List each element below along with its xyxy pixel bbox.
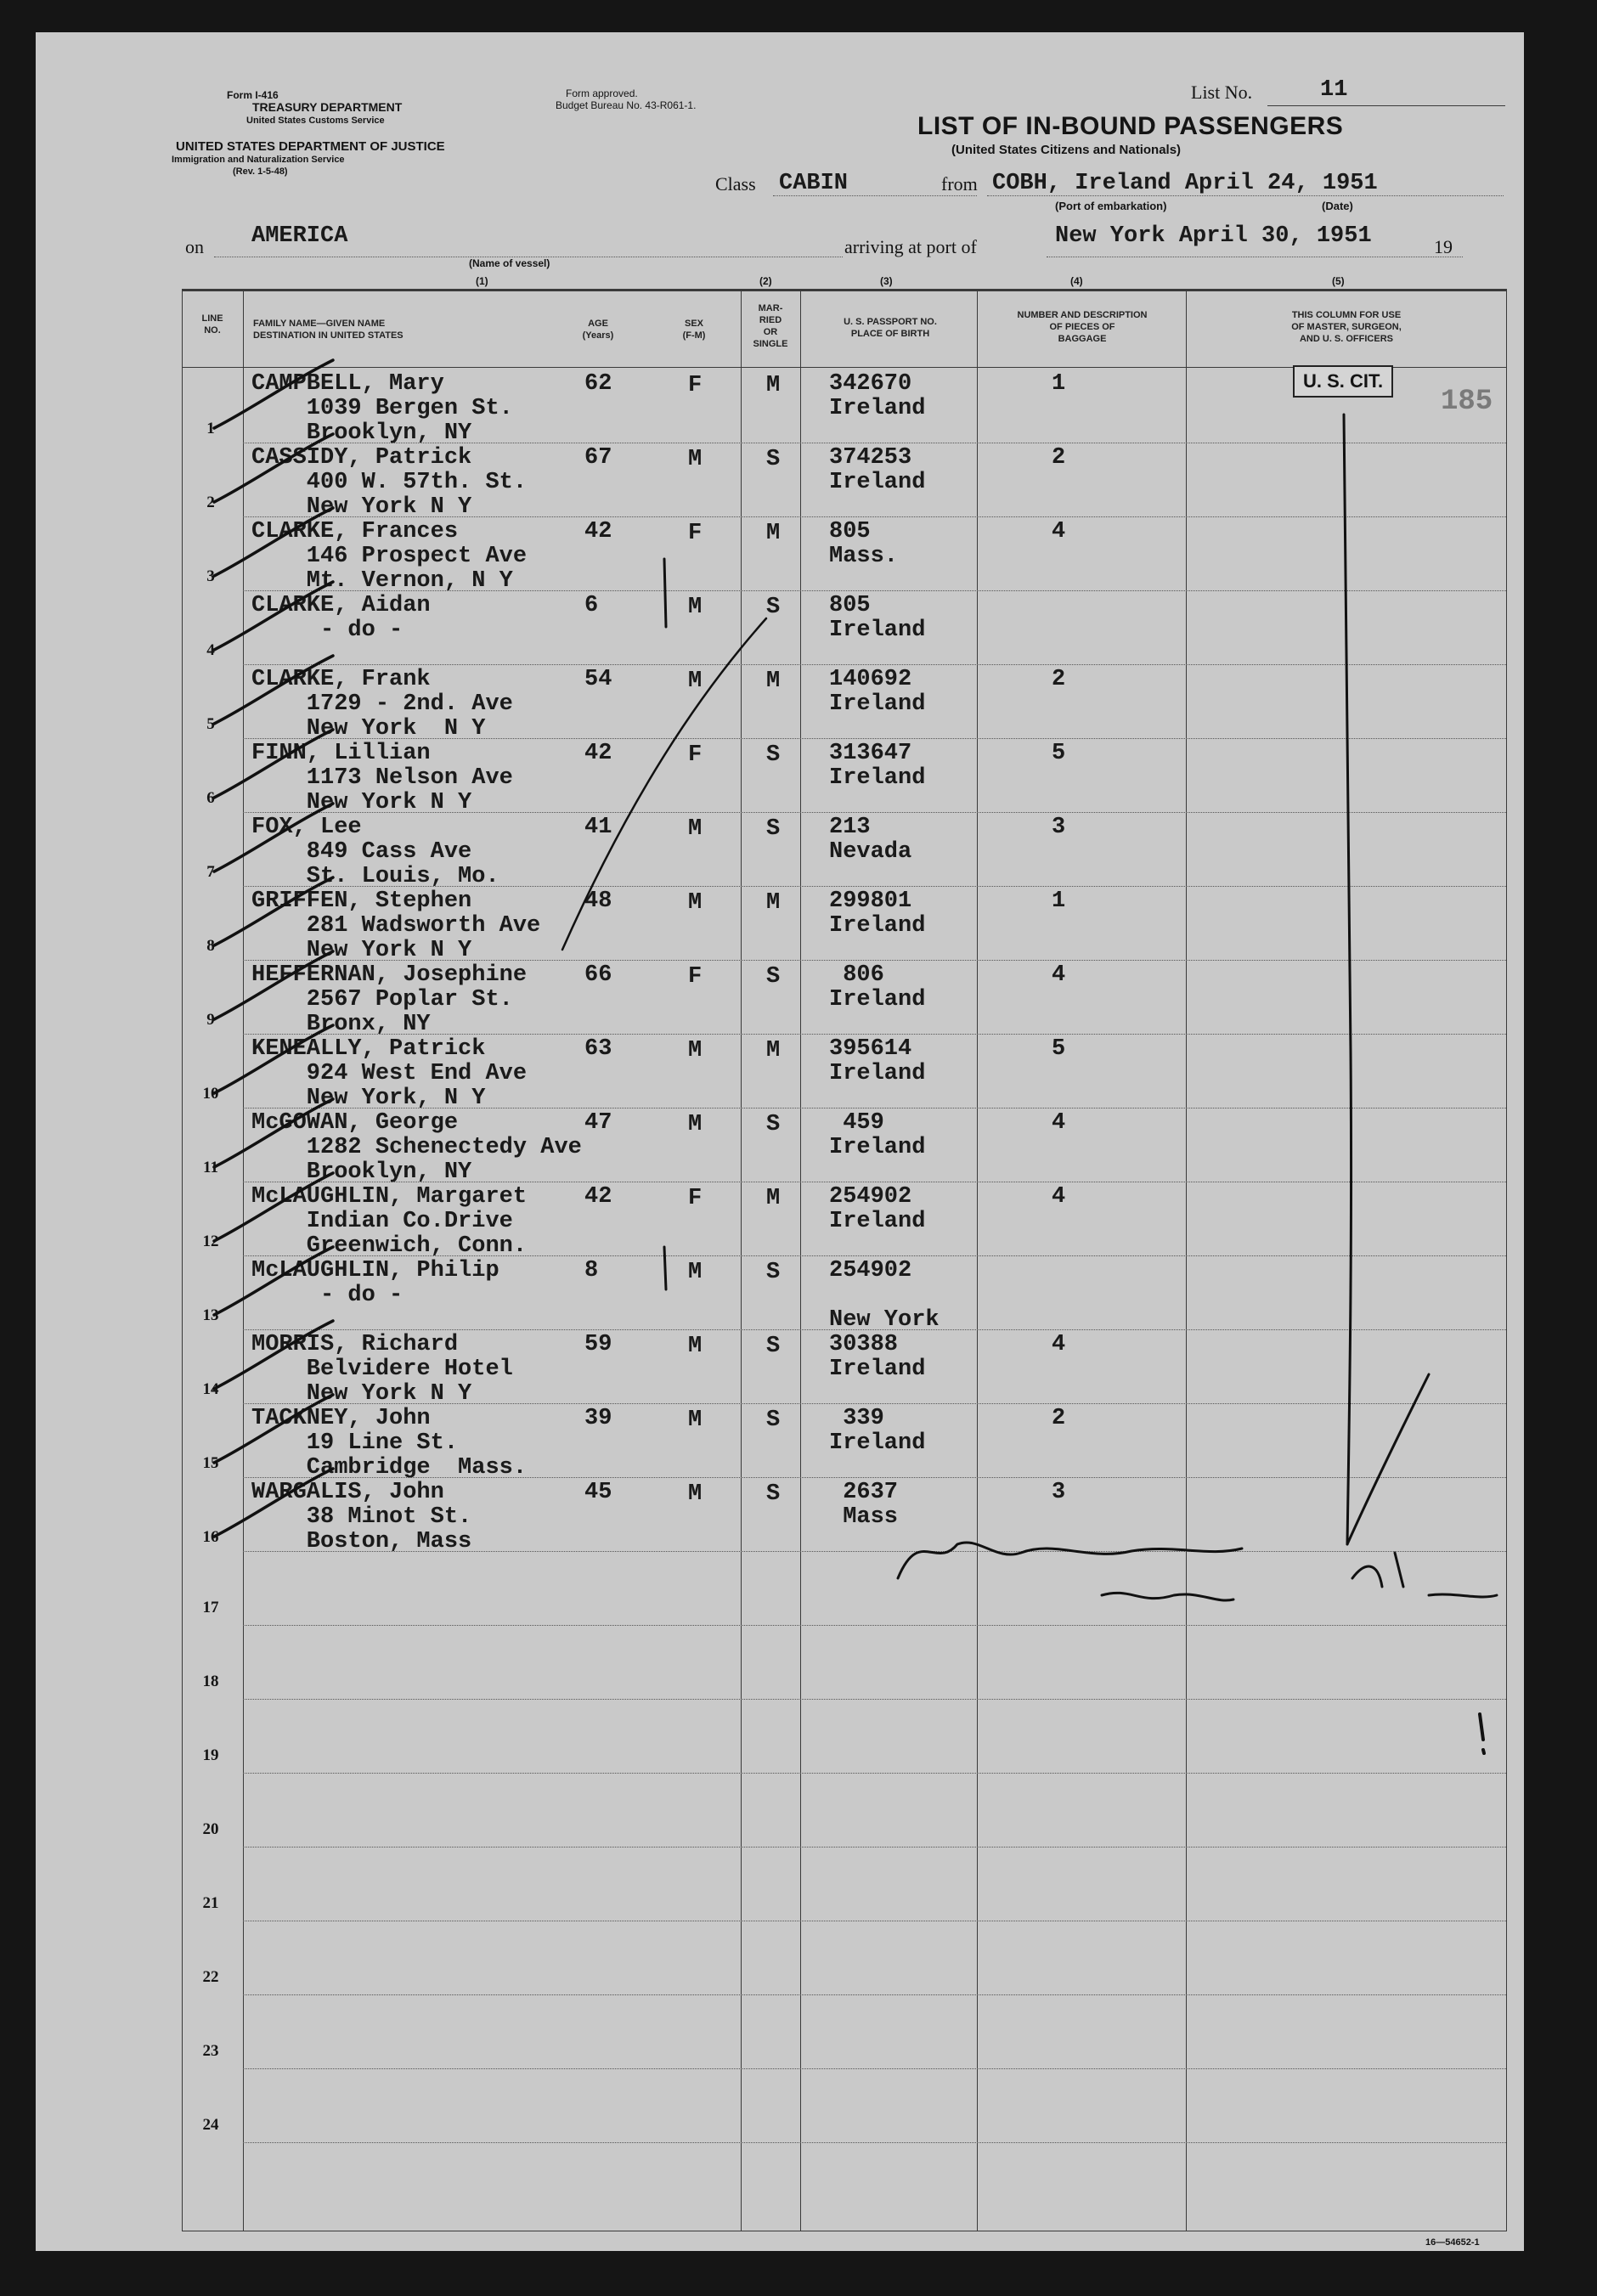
column-number: (4) (1070, 275, 1083, 287)
vessel-name: AMERICA (251, 223, 348, 249)
line-number: 6 (206, 789, 215, 807)
line-number: 1 (206, 420, 215, 437)
passenger-marital-status: S (766, 447, 781, 472)
list-number: 11 (1320, 77, 1348, 103)
checkmark (214, 1395, 333, 1463)
passenger-sex: M (688, 447, 703, 472)
column-number: (2) (759, 275, 772, 287)
department-of-justice: UNITED STATES DEPARTMENT OF JUSTICE (176, 139, 445, 154)
baggage-count: 2 (1052, 445, 1066, 471)
class-label: Class (715, 173, 756, 195)
baggage-count: 5 (1052, 741, 1066, 766)
passenger-marital-status: S (766, 964, 781, 990)
passenger-name-destination: CLARKE, Frances 146 Prospect Ave Mt. Vernon, N Y (251, 519, 528, 594)
passenger-age: 59 (584, 1332, 612, 1357)
line-number: 2 (206, 494, 215, 511)
page-subtitle: (United States Citizens and Nationals) (951, 143, 1182, 157)
from-value: COBH, Ireland April 24, 1951 (992, 171, 1378, 196)
passenger-marital-status: S (766, 1334, 781, 1359)
passenger-name-destination: FOX, Lee 849 Cass Ave St. Louis, Mo. (251, 815, 499, 889)
passenger-marital-status: M (766, 1038, 781, 1063)
baggage-count: 3 (1052, 815, 1066, 840)
checkmark (214, 582, 333, 650)
revision: (Rev. 1-5-48) (233, 166, 288, 177)
column-number: (1) (476, 275, 488, 287)
line-number: 5 (206, 715, 215, 733)
line-number: 7 (206, 863, 215, 881)
list-no-label: List No. (1191, 82, 1253, 103)
line-number: 10 (202, 1085, 219, 1103)
line-number: 21 (202, 1894, 219, 1912)
passenger-age: 67 (584, 445, 612, 471)
year-prefix: 19 (1434, 236, 1453, 257)
passenger-age: 45 (584, 1480, 612, 1505)
passport-and-birthplace: 395614 Ireland (829, 1036, 926, 1086)
passenger-age: 8 (584, 1258, 599, 1283)
passenger-marital-status: S (766, 1481, 781, 1507)
passenger-name-destination: CLARKE, Frank 1729 - 2nd. Ave New York N Y (251, 667, 513, 742)
header-sex: SEX (F-M) (682, 319, 706, 341)
baggage-count: 2 (1052, 667, 1066, 692)
header-married: MAR- RIED OR SINGLE (753, 303, 788, 349)
passenger-marital-status: S (766, 1112, 781, 1137)
passport-and-birthplace: 342670 Ireland (829, 371, 926, 421)
passport-and-birthplace: 30388 Ireland (829, 1332, 926, 1382)
arriving-label: arriving at port of (844, 236, 977, 257)
passenger-age: 41 (584, 815, 612, 840)
line-number: 13 (202, 1306, 219, 1324)
customs-service: United States Customs Service (246, 116, 385, 126)
passenger-age: 62 (584, 371, 612, 397)
passenger-age: 42 (584, 741, 612, 766)
header-officers: THIS COLUMN FOR USE OF MASTER, SURGEON, AND U. S. OFFICERS (1291, 310, 1402, 344)
checkmark (214, 730, 333, 798)
header-name: FAMILY NAME—GIVEN NAME DESTINATION IN UNITED STATES (253, 319, 403, 341)
line-number: 3 (206, 567, 215, 585)
passenger-sex: M (688, 1112, 703, 1137)
line-number: 4 (206, 641, 215, 659)
passenger-name-destination: MORRIS, Richard Belvidere Hotel New York N Y (251, 1332, 513, 1407)
passport-and-birthplace: 805 Ireland (829, 593, 926, 643)
checkmark (214, 1173, 333, 1241)
passenger-name-destination: CLARKE, Aidan - do - (251, 593, 431, 643)
passport-and-birthplace: 254902 New York (829, 1258, 940, 1333)
header-passport: U. S. PASSPORT NO. PLACE OF BIRTH (844, 317, 937, 339)
passenger-age: 39 (584, 1406, 612, 1431)
line-number: 12 (202, 1233, 219, 1250)
line-number: 24 (202, 2116, 219, 2134)
line-number: 16 (202, 1528, 219, 1546)
baggage-count: 1 (1052, 889, 1066, 914)
passenger-sex: F (688, 373, 703, 398)
line-number: 20 (202, 1820, 219, 1838)
line-number: 23 (202, 2042, 219, 2060)
line-number: 11 (203, 1159, 218, 1176)
passport-and-birthplace: 374253 Ireland (829, 445, 926, 495)
checkmark (214, 951, 333, 1019)
passenger-name-destination: HEFFERNAN, Josephine 2567 Poplar St. Bronx, NY (251, 962, 528, 1037)
passenger-age: 48 (584, 889, 612, 914)
checkmark (214, 1321, 333, 1389)
passenger-sex: M (688, 1260, 703, 1285)
passenger-sex: M (688, 1334, 703, 1359)
budget-bureau: Budget Bureau No. 43-R061-1. (556, 99, 697, 111)
passenger-sex: M (688, 1481, 703, 1507)
passenger-marital-status: M (766, 668, 781, 694)
signature-initials (1352, 1553, 1497, 1597)
passenger-age: 42 (584, 519, 612, 544)
form-approved: Form approved. (566, 87, 638, 99)
bleed-through-text (800, 1629, 1497, 1850)
passport-and-birthplace: 339 Ireland (829, 1406, 926, 1456)
passenger-name-destination: GRIFFEN, Stephen 281 Wadsworth Ave New York N Y (251, 889, 541, 963)
passport-and-birthplace: 806 Ireland (829, 962, 926, 1013)
line-number: 19 (202, 1746, 219, 1764)
passport-and-birthplace: 459 Ireland (829, 1110, 926, 1160)
passenger-marital-status: S (766, 742, 781, 768)
page-title: LIST OF IN-BOUND PASSENGERS (917, 112, 1344, 140)
passport-and-birthplace: 140692 Ireland (829, 667, 926, 717)
form-code: 16—54652-1 (1425, 2237, 1480, 2248)
passenger-age: 42 (584, 1184, 612, 1210)
passenger-name-destination: WARGALIS, John 38 Minot St. Boston, Mass (251, 1480, 472, 1554)
passenger-name-destination: CASSIDY, Patrick 400 W. 57th. St. New York N Y (251, 445, 528, 520)
from-label: from (941, 173, 978, 195)
passenger-name-destination: CAMPBELL, Mary 1039 Bergen St. Brooklyn, NY (251, 371, 513, 446)
header-baggage: NUMBER AND DESCRIPTION OF PIECES OF BAGGAGE (1017, 310, 1148, 344)
passport-and-birthplace: 213 Nevada (829, 815, 912, 865)
passenger-name-destination: KENEALLY, Patrick 924 West End Ave New York, N Y (251, 1036, 528, 1111)
passenger-name-destination: McLAUGHLIN, Margaret Indian Co.Drive Greenwich, Conn. (251, 1184, 528, 1259)
passenger-age: 66 (584, 962, 612, 988)
form-number: Form I-416 (227, 89, 279, 101)
passenger-age: 63 (584, 1036, 612, 1062)
passenger-sex: F (688, 964, 703, 990)
baggage-count: 5 (1052, 1036, 1066, 1062)
vessel-caption: (Name of vessel) (469, 257, 550, 269)
passenger-marital-status: S (766, 816, 781, 842)
passenger-sex: M (688, 1038, 703, 1063)
passport-and-birthplace: 2637 Mass (843, 1480, 899, 1530)
checkmark (214, 360, 333, 428)
ins: Immigration and Naturalization Service (172, 155, 345, 165)
checkmark (214, 1099, 333, 1167)
checkmark (214, 1469, 333, 1537)
passenger-name-destination: McLAUGHLIN, Philip - do - (251, 1258, 499, 1308)
checkmark (214, 877, 333, 945)
column-number: (5) (1332, 275, 1345, 287)
passenger-sex: M (688, 595, 703, 620)
passenger-sex: M (688, 816, 703, 842)
line-number: 18 (202, 1673, 219, 1690)
handwriting-marks (36, 32, 1524, 2251)
arrival-port-date: New York April 30, 1951 (1055, 223, 1372, 249)
passenger-manifest-page (36, 32, 1524, 2251)
baggage-count: 4 (1052, 962, 1066, 988)
passport-and-birthplace: 313647 Ireland (829, 741, 926, 791)
check-line (1344, 415, 1352, 1544)
line-number: 14 (202, 1380, 219, 1398)
header-line-no: LINE NO. (201, 313, 223, 336)
passenger-marital-status: M (766, 521, 781, 546)
passenger-sex: M (688, 1407, 703, 1433)
us-citizen-stamp: U. S. CIT. (1293, 365, 1393, 398)
column-number: (3) (880, 275, 893, 287)
passenger-sex: F (688, 521, 703, 546)
passport-and-birthplace: 299801 Ireland (829, 889, 926, 939)
baggage-count: 3 (1052, 1480, 1066, 1505)
passport-and-birthplace: 805 Mass. (829, 519, 899, 569)
port-embarkation-caption: (Port of embarkation) (1055, 200, 1167, 212)
baggage-count: 4 (1052, 1184, 1066, 1210)
on-label: on (185, 236, 204, 257)
checkmark (214, 656, 333, 724)
stamp-number: 185 (1441, 386, 1493, 418)
passenger-marital-status: S (766, 1260, 781, 1285)
header-age: AGE (Years) (582, 319, 614, 341)
checkmark (214, 434, 333, 502)
baggage-count: 1 (1052, 371, 1066, 397)
baggage-count: 4 (1052, 1110, 1066, 1136)
passenger-marital-status: M (766, 1186, 781, 1211)
passenger-marital-status: M (766, 890, 781, 916)
line-number: 17 (202, 1599, 219, 1616)
passenger-sex: F (688, 742, 703, 768)
passenger-age: 6 (584, 593, 599, 618)
passenger-sex: M (688, 890, 703, 916)
baggage-count: 4 (1052, 519, 1066, 544)
class-value: CABIN (779, 171, 849, 196)
inspector-signature (898, 1543, 1242, 1578)
passport-and-birthplace: 254902 Ireland (829, 1184, 926, 1234)
line-number: 22 (202, 1968, 219, 1986)
checkmark (214, 804, 333, 872)
baggage-count: 2 (1052, 1406, 1066, 1431)
baggage-count: 4 (1052, 1332, 1066, 1357)
passenger-marital-status: S (766, 1407, 781, 1433)
passenger-marital-status: M (766, 373, 781, 398)
passenger-name-destination: FINN, Lillian 1173 Nelson Ave New York N Y (251, 741, 513, 815)
line-number: 9 (206, 1011, 215, 1029)
passenger-age: 47 (584, 1110, 612, 1136)
passenger-sex: M (688, 668, 703, 694)
passenger-name-destination: TACKNEY, John 19 Line St. Cambridge Mass. (251, 1406, 528, 1481)
passenger-age: 54 (584, 667, 612, 692)
date-caption: (Date) (1322, 200, 1353, 212)
line-number: 15 (202, 1454, 219, 1472)
passenger-marital-status: S (766, 595, 781, 620)
checkmark (214, 1025, 333, 1093)
treasury-department: TREASURY DEPARTMENT (252, 100, 403, 114)
passenger-sex: F (688, 1186, 703, 1211)
checkmark (214, 1247, 333, 1315)
passenger-name-destination: McGOWAN, George 1282 Schenectedy Ave Brooklyn, NY (251, 1110, 582, 1185)
checkmark (214, 508, 333, 576)
line-number: 8 (206, 937, 215, 955)
